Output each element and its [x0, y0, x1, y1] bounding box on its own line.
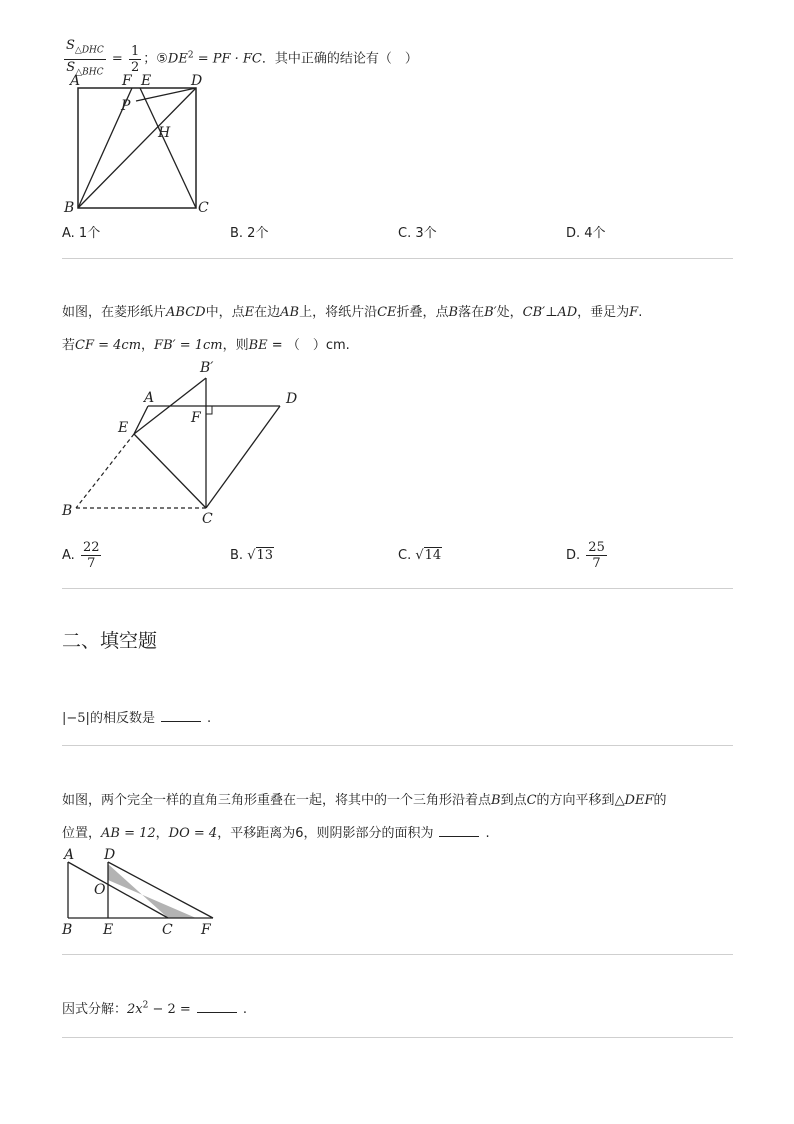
half-fraction: $\frac{1}{2}$ — [130, 43, 140, 75]
q2-line1: 如图，在菱形纸片ABCD中，点E在边AB上，将纸片沿CE折叠，点B落在B′处，CB′⊥AD，垂足为F. — [62, 305, 643, 320]
label-A: A — [64, 847, 75, 863]
triangles-figure — [58, 844, 228, 939]
q2-option-a[interactable]: A. $\frac{22}{7}$ — [62, 540, 100, 571]
q2-option-d[interactable]: D. $\frac{25}{7}$ — [566, 540, 605, 571]
divider — [62, 588, 733, 589]
section-title: 二、填空题 — [62, 630, 158, 652]
shaded-region — [108, 864, 196, 918]
label-E: E — [141, 73, 152, 89]
label-B: B — [62, 922, 73, 938]
label-F: F — [201, 922, 211, 938]
label-F: F — [122, 73, 132, 89]
label-A: A — [144, 390, 155, 406]
divider — [62, 745, 733, 746]
q1-option-c[interactable]: C. 3个 — [398, 226, 437, 241]
label-D: D — [286, 391, 298, 407]
label-B: B — [62, 503, 73, 519]
q1-statement: $\frac{S_{\triangle DHC}}{S_{\triangle BHC}}$ = $\frac{1}{2}$ ；$⑤DE^2$ = PF · FC．其中正确的结论有（ ） — [62, 38, 418, 80]
label-O: O — [94, 882, 106, 898]
q1-option-a[interactable]: A. 1个 — [62, 226, 101, 241]
answer-blank[interactable] — [197, 1001, 237, 1013]
label-E: E — [103, 922, 114, 938]
label-C: C — [202, 511, 213, 527]
q4-line2: 位置，AB = 12，DO = 4，平移距离为6，则阴影部分的面积为 . — [62, 826, 490, 841]
q5-statement: 因式分解：$2x^2 - 2$ = . — [62, 1000, 247, 1017]
label-A: A — [70, 73, 81, 89]
divider — [62, 1037, 733, 1038]
answer-blank[interactable] — [439, 825, 479, 837]
q1-option-d[interactable]: D. 4个 — [566, 226, 606, 241]
q1-option-b[interactable]: B. 2个 — [230, 226, 269, 241]
q2-option-c[interactable]: C. √14 — [398, 548, 442, 563]
area-ratio-fraction: $\frac{S_{\triangle DHC}}{S_{\triangle BHC}}$ — [66, 38, 104, 78]
square-figure — [60, 70, 220, 220]
rhombus-figure — [58, 358, 318, 528]
divider — [62, 954, 733, 955]
label-P: P — [121, 98, 131, 114]
label-C: C — [198, 200, 209, 216]
divider — [62, 258, 733, 259]
label-B-prime: B′ — [200, 360, 214, 376]
q4-line1: 如图，两个完全一样的直角三角形重叠在一起，将其中的一个三角形沿着点B到点C的方向平移到△DEF的 — [62, 793, 667, 808]
label-D: D — [191, 73, 203, 89]
q2-option-b[interactable]: B. √13 — [230, 548, 274, 563]
answer-blank[interactable] — [161, 710, 201, 722]
label-B: B — [64, 200, 75, 216]
q2-line2: 若CF = 4cm，FB′ = 1cm，则BE = （ ）cm. — [62, 338, 350, 353]
label-F: F — [191, 410, 201, 426]
label-E: E — [118, 420, 129, 436]
label-D: D — [104, 847, 116, 863]
q3-statement: |−5|的相反数是 . — [62, 711, 212, 726]
label-C: C — [162, 922, 173, 938]
label-H: H — [158, 125, 171, 141]
